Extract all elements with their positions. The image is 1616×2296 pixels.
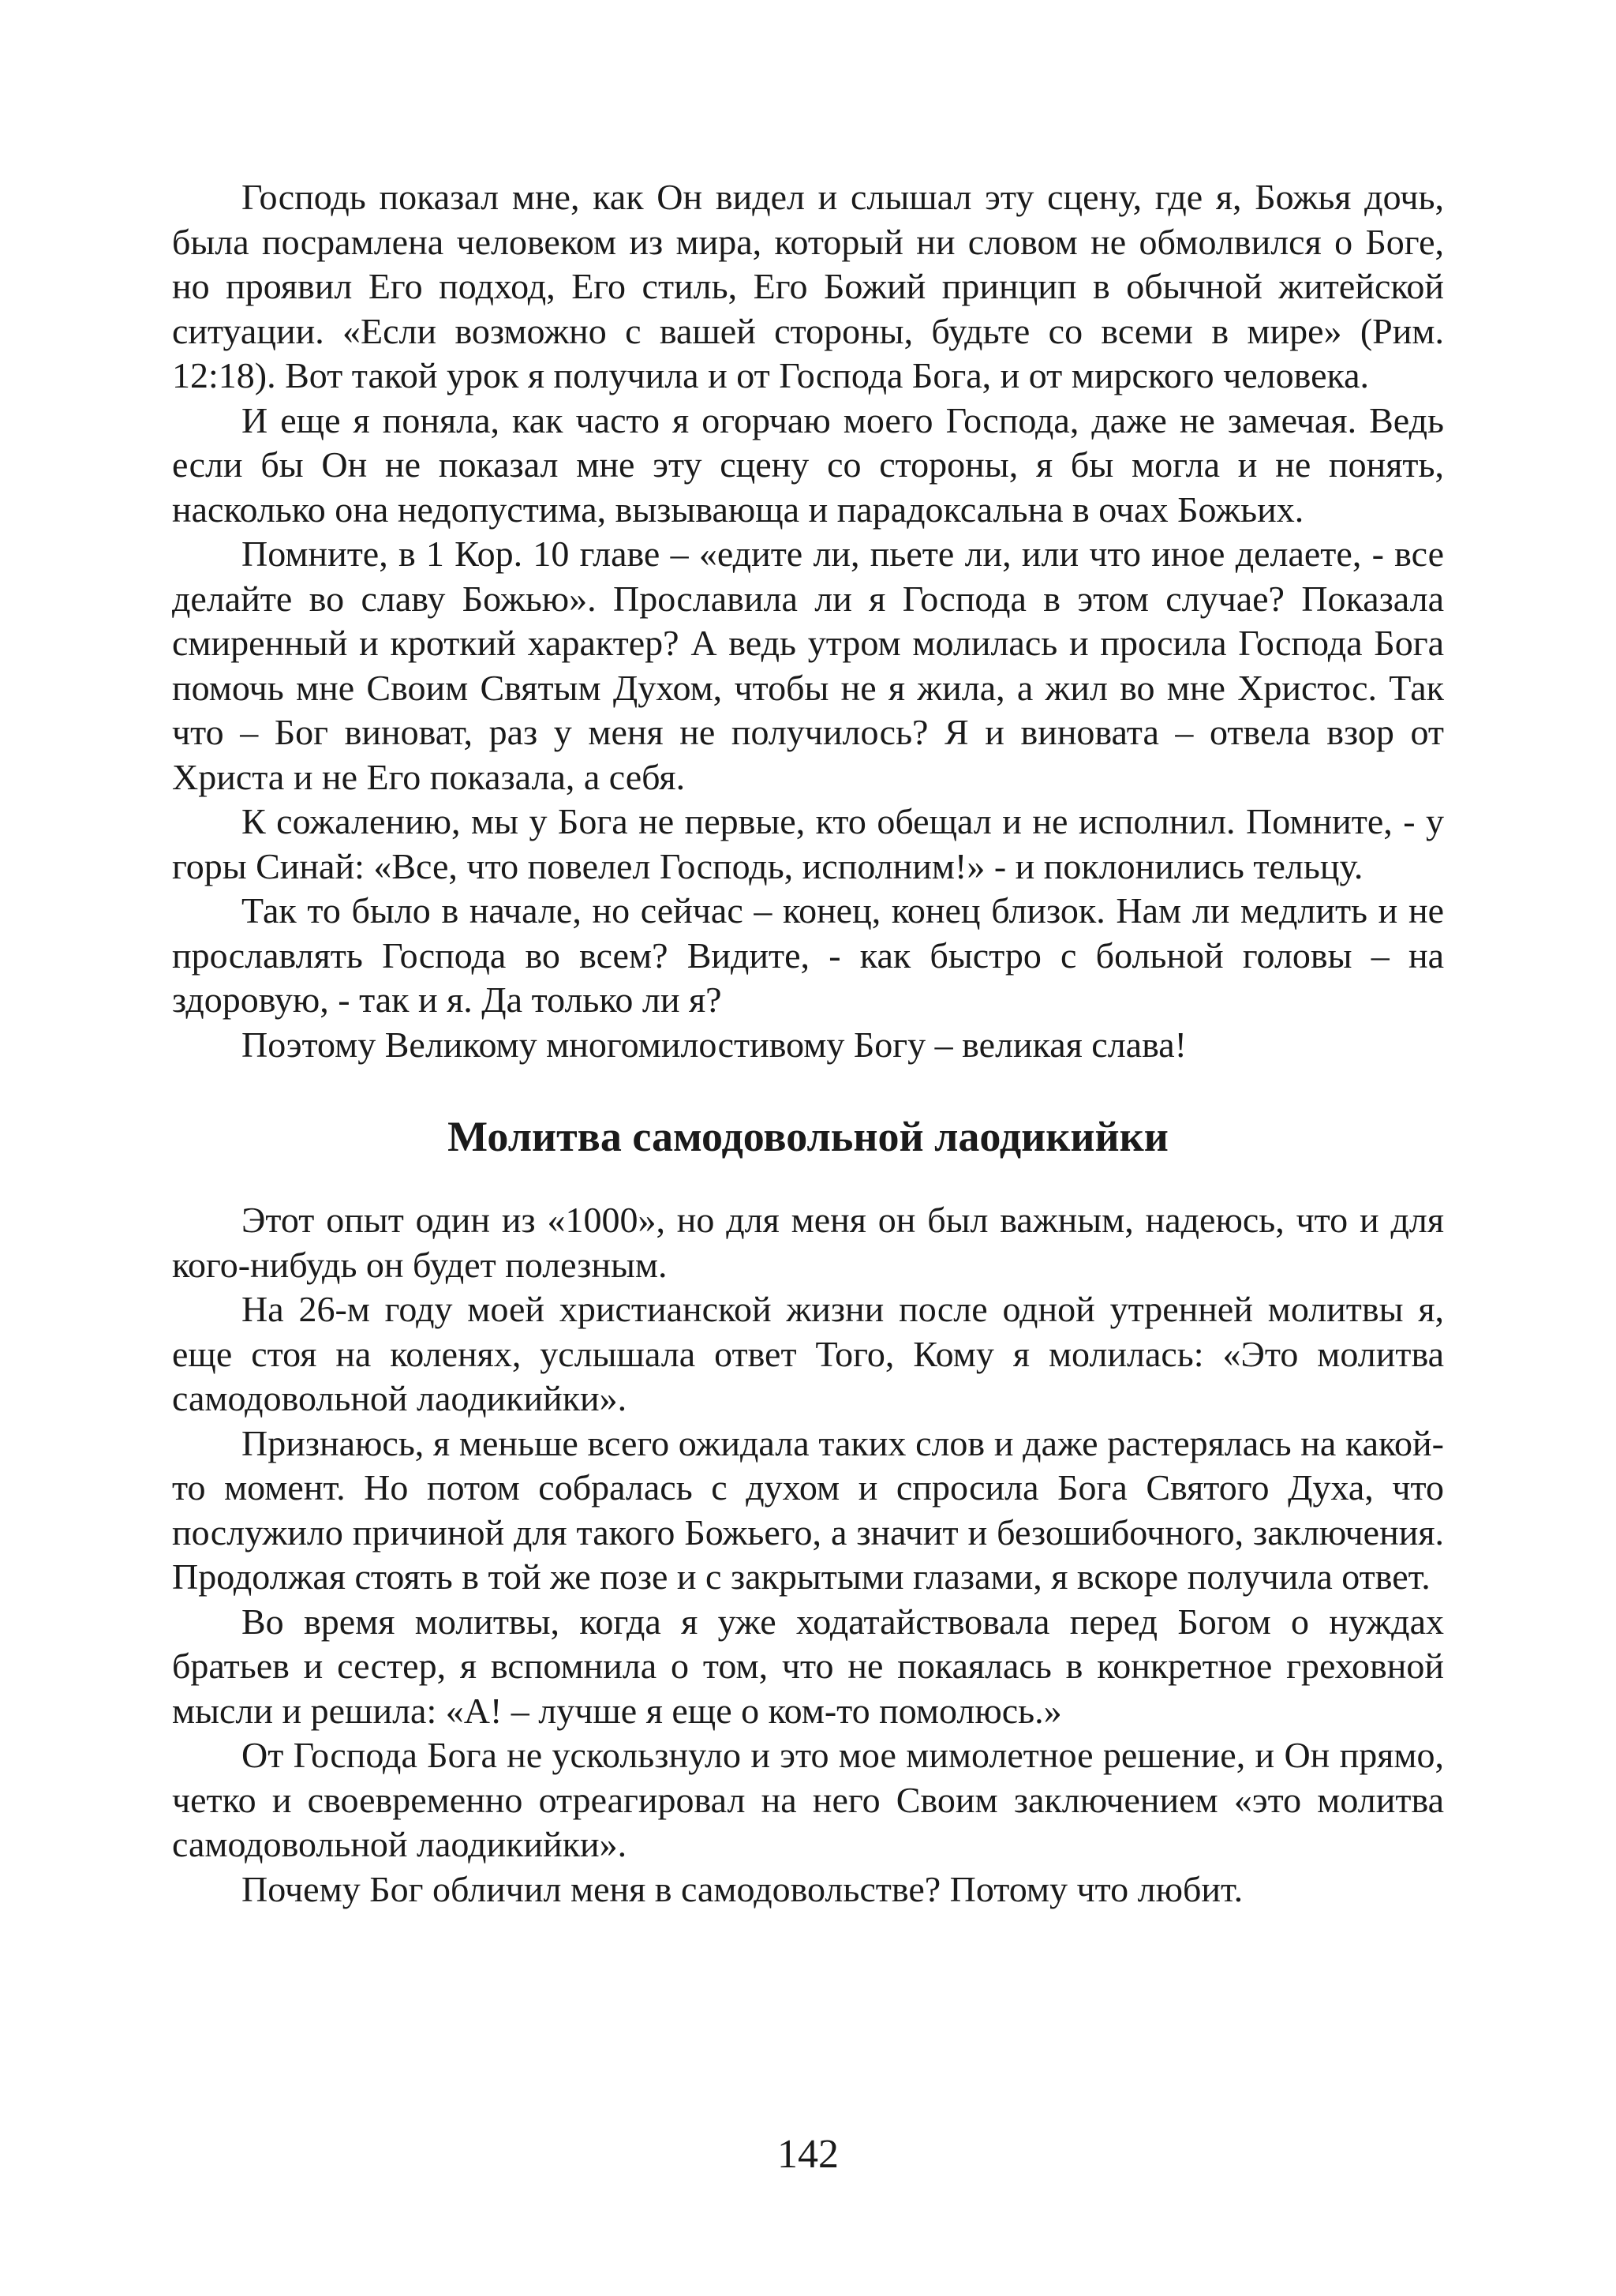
paragraph: От Господа Бога не ускользнуло и это мое мимолетное решение, и Он прямо, четко и своевременно отреагировал на него Своим заключением «это молитва самодовольной лаодикийки». <box>172 1735 1444 1864</box>
page-number: 142 <box>777 2132 839 2177</box>
paragraph: И еще я поняла, как часто я огорчаю моего Господа, даже не замечая. Ведь если бы Он не показал мне эту сцену со стороны, я бы могла и не понять, насколько она недопустима, вызывающа и парадоксальна в очах Божьих. <box>172 399 1444 530</box>
paragraph: К сожалению, мы у Бога не первые, кто обещал и не исполнил. Помните, - у горы Синай: «Все, что повелел Господь, исполним!» - и поклонились тельцу. <box>172 801 1444 886</box>
paragraph: Так то было в начале, но сейчас – конец, конец близок. Нам ли медлить и не прославлять Господа во всем? Видите, - как быстро с больной головы – на здоровую, - так и я. Да только ли я? <box>172 890 1444 1020</box>
paragraph: Во время молитвы, когда я уже ходатайствовала перед Богом о нуждах братьев и сестер, я вспомнила о том, что не покаялась в конкретное греховной мысли и решила: «А! – лучше я еще о ком-то помолюсь.» <box>172 1601 1444 1731</box>
paragraph: Господь показал мне, как Он видел и слышал эту сцену, где я, Божья дочь, была посрамлена человеком из мира, который ни словом не обмолвился о Боге, но проявил Его подход, Его стиль, Его Божий принцип в обычной житейской ситуации. «Если возможно с вашей стороны, будьте со всеми в мире» (Рим. 12:18). Вот такой урок я получила и от Господа Бога, и от мирского человека. <box>172 177 1444 395</box>
paragraph: На 26-м году моей христианской жизни после одной утренней молитвы я, еще стоя на коленях, услышала ответ Того, Кому я молилась: «Это молитва самодовольной лаодикийки». <box>172 1289 1444 1418</box>
page-body <box>172 175 1444 1912</box>
section-heading: Молитва самодовольной лаодикийки <box>447 1113 1169 1160</box>
paragraph: Признаюсь, я меньше всего ожидала таких слов и даже растерялась на какой-то момент. Но потом собралась с духом и спросила Бога Святого Духа, что послужило причиной для такого Божьего, а значит и безошибочного, заключения. Продолжая стоять в той же позе и с закрытыми глазами, я вскоре получила ответ. <box>172 1422 1444 1597</box>
paragraph: Почему Бог обличил меня в самодовольстве? Потому что любит. <box>241 1868 1244 1909</box>
paragraph: Этот опыт один из «1000», но для меня он был важным, надеюсь, что и для кого-нибудь он будет полезным. <box>172 1200 1444 1285</box>
paragraph: Помните, в 1 Кор. 10 главе – «едите ли, пьете ли, или что иное делаете, - все делайте во славу Божью». Прославила ли я Господа в этом случае? Показала смиренный и кроткий характер? А ведь утром молилась и просила Господа Бога помочь мне Своим Святым Духом, чтобы не я жила, а жил во мне Христос. Так что – Бог виноват, раз у меня не получилось? Я и виновата – отвела взор от Христа и не Его показала, а себя. <box>172 534 1444 797</box>
paragraph: Поэтому Великому многомилостивому Богу – великая слава! <box>241 1024 1187 1065</box>
